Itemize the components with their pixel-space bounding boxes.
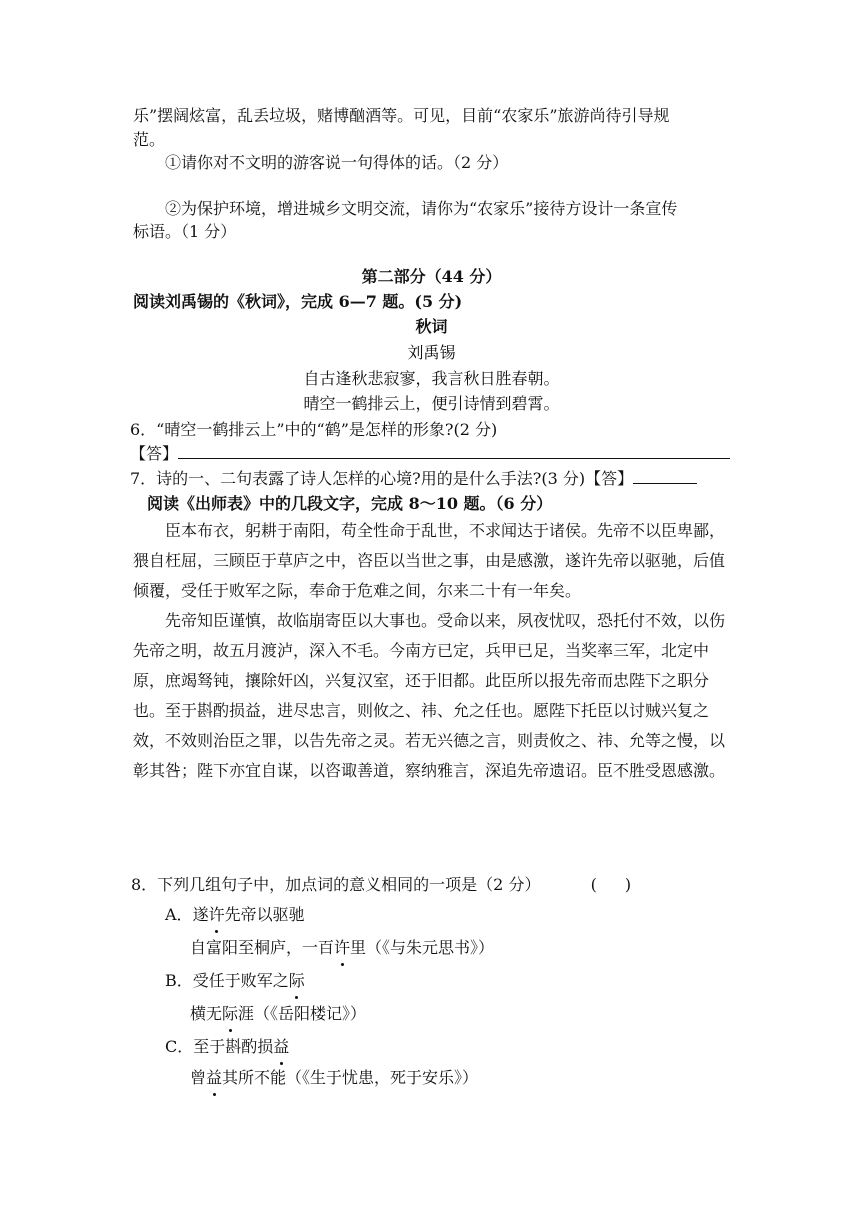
option-a-text-pre: 遂 [192,905,209,924]
question-8-stem-row [131,873,751,897]
poem-title: 秋词 [415,317,448,336]
question-5-1: ①请你对不文明的游客说一句得体的话。（2 分） [165,153,509,172]
option-a-comparison-pre: 自富阳至桐庐，一百 [190,938,335,957]
poem-line-1: 自古逢秋悲寂寥，我言秋日胜春朝。 [303,369,560,388]
option-b-comparison-dotted-word: 际 [222,1002,238,1026]
option-c-text-pre: 至于斟酌损 [193,1037,274,1056]
answer-paren-open: ( [590,875,597,894]
answer-paren-close: ) [624,875,632,894]
answer-6-line[interactable] [178,442,730,459]
answer-7-line[interactable] [633,467,697,484]
option-a-comparison-dotted-word: 许 [334,936,350,960]
option-a-comparison-post: 里（《与朱元思书》） [350,938,495,957]
passage-instruction: 阅读《出师表》中的几段文字，完成 8～10 题。（6 分） [147,494,553,513]
option-b-comparison [190,1002,366,1026]
question-7-row [130,467,730,491]
option-c-comparison-dotted-word: 益 [206,1066,222,1090]
option-c-comparison-pre: 曾 [190,1068,207,1087]
option-b-dotted-word: 际 [289,969,305,993]
question-5-2-line-1: ②为保护环境，增进城乡文明交流，请你为“农家乐”接待方设计一条宣传 [165,199,678,218]
option-b-label: B． [165,971,193,990]
option-a [165,903,305,927]
option-c [165,1035,289,1059]
question-7: 7．诗的一、二句表露了诗人怎样的心境?用的是什么手法?(3 分)【答】 [130,469,634,488]
answer-6-row [130,442,730,466]
question-8-stem: 8．下列几组句子中，加点词的意义相同的一项是（2 分） [131,875,541,894]
option-b-comparison-post: 涯（《岳阳楼记》） [238,1004,367,1023]
option-c-comparison [190,1066,478,1090]
intro-line-1: 乐”摆阔炫富，乱丢垃圾，赌博酗酒等。可见，目前“农家乐”旅游尚待引导规 [133,106,670,125]
option-b [165,969,305,993]
poem-author: 刘禹锡 [407,343,456,362]
intro-line-2: 范。 [133,130,166,149]
passage-paragraph-1: 臣本布衣，躬耕于南阳，苟全性命于乱世，不求闻达于诸侯。先帝不以臣卑鄙，猥自枉屈，三顾臣于草庐之中，咨臣以当世之事，由是感激，遂许先帝以驱驰，后值倾覆，受任于败军之际，奉命于危难之间，尔来二十有一年矣。 [133,521,726,600]
option-b-text-pre: 受任于败军之 [192,971,289,990]
option-c-label: C． [165,1037,194,1056]
answer-6-label: 【答】 [130,444,179,463]
poem-line-2: 晴空一鹤排云上，便引诗情到碧霄。 [303,394,560,413]
option-a-dotted-word: 许 [209,903,225,927]
option-a-label: A． [165,905,193,924]
option-a-comparison [190,936,494,960]
question-6: 6．“晴空一鹤排云上”中的“鹤”是怎样的形象?(2 分) [130,420,498,439]
question-5-2-line-2: 标语。（1 分） [133,222,237,241]
poem-instruction: 阅读刘禹锡的《秋词》，完成 6—7 题。(5 分) [133,292,463,311]
part-2-title: 第二部分（44 分） [361,267,502,286]
option-c-comparison-post: 其所不能（《生于忧患，死于安乐》） [222,1068,479,1087]
passage-paragraph-2: 先帝知臣谨慎，故临崩寄臣以大事也。受命以来，夙夜忧叹，恐托付不效，以伤先帝之明，故五月渡泸，深入不毛。今南方已定，兵甲已足，当奖率三军，北定中原，庶竭驽钝，攘除奸凶，兴复汉室，还于旧都。此臣所以报先帝而忠陛下之职分也。至于斟酌损益，进尽忠言，则攸之、祎、允之任也。愿陛下托臣以讨贼兴复之效，不效则治臣之罪，以告先帝之灵。若无兴德之言，则责攸之、祎、允等之慢，以彰其咎；陛下亦宜自谋，以咨诹善道，察纳雅言，深追先帝遗诏。臣不胜受恩感激。 [133,611,726,780]
option-c-dotted-word: 益 [273,1035,289,1059]
option-b-comparison-pre: 横无 [190,1004,223,1023]
option-a-text-post: 先帝以驱驰 [224,905,305,924]
